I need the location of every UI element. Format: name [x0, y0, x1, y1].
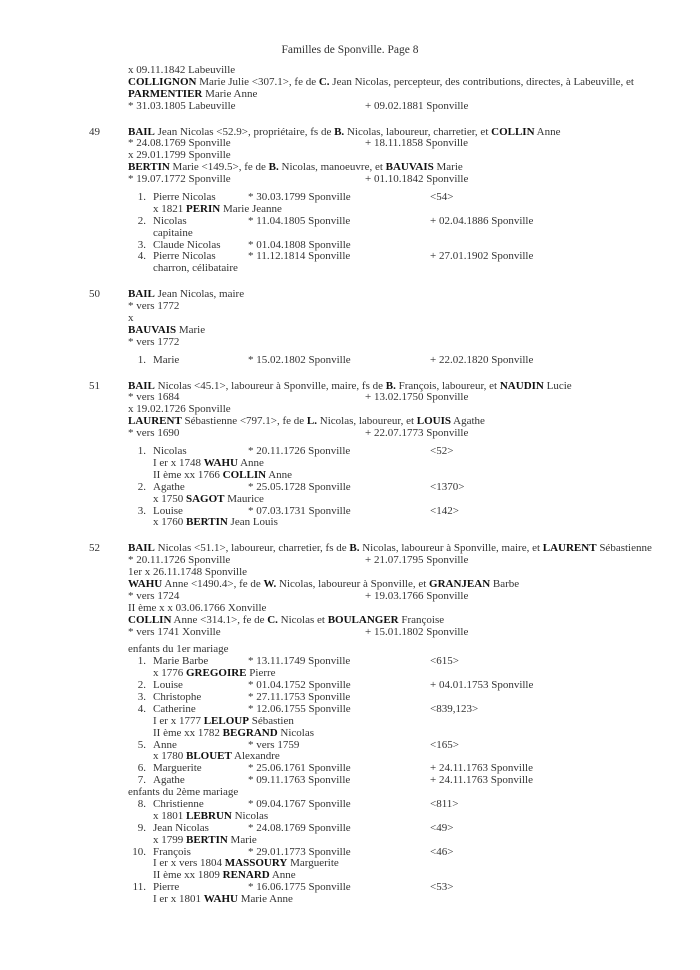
birth-date: * vers 1772 — [128, 335, 180, 348]
child-number: 8. — [137, 797, 146, 810]
surname: LOUIS — [416, 415, 452, 428]
child-reference: <52> — [430, 445, 454, 458]
entry-line — [0, 591, 700, 603]
entry-text — [128, 615, 444, 627]
child-birth: * 01.04.1808 Sponville — [248, 238, 351, 251]
child-row — [0, 763, 700, 775]
text: x 1776 — [153, 667, 186, 680]
text: Sébastienne <797.1>, fe de — [181, 415, 307, 428]
child-row — [0, 847, 700, 859]
child-row — [0, 240, 700, 252]
child-birth: * 16.06.1775 Sponville — [248, 881, 351, 894]
surname: WAHU — [203, 456, 238, 469]
entry-line — [0, 858, 700, 870]
entry-line — [0, 579, 700, 591]
text: Marie — [176, 323, 206, 336]
child-reference: + 24.11.1763 Sponville — [430, 774, 533, 787]
entry-line — [0, 543, 700, 555]
child-reference: <46> — [430, 845, 454, 858]
birth-date: * 20.11.1726 Sponville — [128, 554, 231, 567]
surname: PERIN — [186, 202, 221, 215]
text: Nicolas, laboureur à Sponville, et — [276, 577, 430, 590]
child-number: 7. — [137, 774, 146, 787]
child-reference: <165> — [430, 738, 459, 751]
birth-date: * vers 1684 — [128, 391, 180, 404]
entry-line — [0, 458, 700, 470]
child-row — [0, 482, 700, 494]
child-row — [0, 355, 700, 367]
text: enfants du 1er mariage — [128, 643, 229, 656]
entry-line — [0, 263, 700, 275]
child-number: 1. — [137, 353, 146, 366]
surname: BLOUET — [186, 750, 232, 763]
text: Anne — [266, 468, 293, 481]
text: x 29.01.1799 Sponville — [128, 149, 231, 162]
child-name: Jean Nicolas — [153, 821, 209, 834]
entry-line — [0, 313, 700, 325]
birth-date: * 19.07.1772 Sponville — [128, 173, 231, 186]
entry-line — [0, 392, 700, 404]
death-date: + 15.01.1802 Sponville — [365, 625, 469, 638]
entry-line — [0, 337, 700, 349]
child-reference: <839,123> — [430, 702, 479, 715]
child-birth: * 09.04.1767 Sponville — [248, 797, 351, 810]
surname: COLLIN — [128, 613, 172, 626]
entry-line — [0, 325, 700, 337]
text: enfants du 2ème mariage — [128, 786, 239, 799]
text: Nicolas — [277, 726, 315, 739]
child-name: François — [153, 845, 191, 858]
surname: BAIL — [128, 542, 155, 555]
entry-line — [0, 728, 700, 740]
child-name: Christophe — [153, 690, 202, 703]
child-reference: <811> — [430, 797, 459, 810]
child-name: Marie Barbe — [153, 655, 209, 668]
text: Marie Anne — [202, 87, 258, 100]
text: Barbe — [490, 577, 520, 590]
entry-line — [0, 101, 700, 113]
death-date: + 13.02.1750 Sponville — [365, 391, 469, 404]
child-row — [0, 216, 700, 228]
surname: WAHU — [203, 893, 238, 906]
child-birth: * 24.08.1769 Sponville — [248, 821, 351, 834]
surname: L. — [306, 415, 318, 428]
death-date: + 19.03.1766 Sponville — [365, 589, 469, 602]
text: Marie — [227, 833, 257, 846]
child-name: Pierre Nicolas — [153, 191, 216, 204]
entry-line — [0, 127, 700, 139]
family-entry — [0, 65, 700, 113]
child-name: Anne — [153, 738, 177, 751]
text: Anne — [269, 869, 296, 882]
birth-date: * 31.03.1805 Labeuville — [128, 99, 236, 112]
text: x 1821 — [153, 202, 186, 215]
surname: COLLIGNON — [128, 75, 197, 88]
surname: BAUVAIS — [385, 161, 434, 174]
child-birth: * 07.03.1731 Sponville — [248, 504, 351, 517]
child-birth: * vers 1759 — [248, 738, 300, 751]
child-number: 2. — [137, 214, 146, 227]
text: Jean Nicolas, percepteur, des contributions, directes, à Labeuville, et — [329, 75, 634, 88]
text: Nicolas, manoeuvre, et — [278, 161, 386, 174]
text: Françoise — [398, 613, 445, 626]
surname: COLLIN — [222, 468, 267, 481]
surname: B. — [268, 161, 279, 174]
child-row — [0, 192, 700, 204]
text: Nicolas, laboureur, charretier, et — [344, 125, 492, 138]
child-reference: <49> — [430, 821, 454, 834]
text: Jean Louis — [227, 516, 278, 529]
child-name: Pierre Nicolas — [153, 250, 216, 263]
entry-line — [0, 138, 700, 150]
family-entry — [0, 289, 700, 366]
child-detail — [153, 517, 278, 529]
text: Anne <314.1>, fe de — [171, 613, 268, 626]
child-row — [0, 446, 700, 458]
child-number: 3. — [137, 238, 146, 251]
surname: BAUVAIS — [128, 323, 177, 336]
text: Nicolas, laboureur à Sponville, maire, et — [359, 542, 543, 555]
child-name: Louise — [153, 504, 183, 517]
entry-line — [0, 301, 700, 313]
family-entries — [0, 65, 700, 906]
text: charron, célibataire — [153, 262, 238, 275]
text: I er x 1748 — [153, 456, 204, 469]
entry-number: 49 — [89, 125, 100, 138]
child-birth: * 29.01.1773 Sponville — [248, 845, 351, 858]
surname: LEBRUN — [186, 809, 232, 822]
entry-line — [0, 627, 700, 639]
child-row — [0, 799, 700, 811]
child-reference: + 02.04.1886 Sponville — [430, 214, 534, 227]
text: x 1760 — [153, 516, 186, 529]
child-birth: * 01.04.1752 Sponville — [248, 679, 351, 692]
text: Jean Nicolas <52.9>, propriétaire, fs de — [154, 125, 335, 138]
entry-number: 52 — [89, 542, 100, 555]
text: x 1799 — [153, 833, 186, 846]
text: Marie Julie <307.1>, fe de — [196, 75, 319, 88]
surname: B. — [385, 379, 396, 392]
child-reference: + 27.01.1902 Sponville — [430, 250, 534, 263]
family-entry — [0, 543, 700, 906]
text: x 1801 — [153, 809, 186, 822]
text: Nicolas et — [277, 613, 328, 626]
text: x 1750 — [153, 492, 186, 505]
child-birth: * 12.06.1755 Sponville — [248, 702, 351, 715]
text: x 09.11.1842 Labeuville — [128, 64, 236, 76]
surname: LELOUP — [203, 714, 249, 727]
death-date: + 01.10.1842 Sponville — [365, 173, 469, 186]
surname: COLLIN — [491, 125, 535, 138]
child-name: Louise — [153, 679, 183, 692]
entry-number: 51 — [89, 379, 100, 392]
child-row — [0, 882, 700, 894]
text: François, laboureur, et — [395, 379, 500, 392]
entry-number: 50 — [89, 288, 100, 301]
child-name: Marie — [153, 353, 180, 366]
text: 1er x 26.11.1748 Sponville — [128, 566, 248, 579]
child-number: 4. — [137, 250, 146, 263]
text: I er x vers 1804 — [153, 857, 225, 870]
child-number: 1. — [137, 655, 146, 668]
surname: NAUDIN — [499, 379, 544, 392]
entry-line — [0, 470, 700, 482]
text: Jean Nicolas, maire — [154, 288, 245, 301]
text: I er x 1801 — [153, 893, 204, 906]
child-birth: * 25.06.1761 Sponville — [248, 762, 351, 775]
entry-line — [0, 894, 700, 906]
surname: GRANJEAN — [429, 577, 491, 590]
surname: LAURENT — [128, 415, 182, 428]
text: Nicolas, laboureur, et — [317, 415, 417, 428]
child-name: Christienne — [153, 797, 204, 810]
child-birth: * 20.11.1726 Sponville — [248, 445, 351, 458]
child-detail — [153, 228, 193, 240]
child-reference: + 24.11.1763 Sponville — [430, 762, 533, 775]
entry-line — [0, 494, 700, 506]
text: Nicolas — [231, 809, 269, 822]
death-date: + 18.11.1858 Sponville — [365, 137, 468, 150]
text: x 1780 — [153, 750, 186, 763]
entry-text — [128, 89, 257, 101]
child-detail — [153, 263, 238, 275]
child-name: Nicolas — [153, 214, 187, 227]
entry-line — [0, 716, 700, 728]
entry-line — [0, 555, 700, 567]
child-number: 1. — [137, 445, 146, 458]
child-name: Claude Nicolas — [153, 238, 221, 251]
text: Alexandre — [231, 750, 280, 763]
death-date: + 22.07.1773 Sponville — [365, 427, 469, 440]
child-detail — [153, 470, 292, 482]
child-row — [0, 680, 700, 692]
child-row — [0, 823, 700, 835]
death-date: + 21.07.1795 Sponville — [365, 554, 469, 567]
page-title: Familles de Sponville. Page 8 — [281, 44, 419, 56]
child-detail — [153, 811, 268, 823]
text: Marie — [433, 161, 463, 174]
child-row — [0, 656, 700, 668]
text: I er x 1777 — [153, 714, 204, 727]
child-reference: <1370> — [430, 480, 465, 493]
text: Nicolas <45.1>, laboureur à Sponville, maire, fs de — [154, 379, 386, 392]
child-birth: * 25.05.1728 Sponville — [248, 480, 351, 493]
child-name: Agathe — [153, 774, 185, 787]
text: II ème xx 1782 — [153, 726, 223, 739]
child-row — [0, 506, 700, 518]
text: Marie Anne — [237, 893, 293, 906]
entry-line — [0, 428, 700, 440]
text: II ème x x 03.06.1766 Xonville — [128, 601, 267, 614]
entry-line — [0, 228, 700, 240]
child-reference: + 04.01.1753 Sponville — [430, 679, 534, 692]
text: Agathe — [451, 415, 485, 428]
birth-date: * vers 1772 — [128, 300, 180, 313]
birth-date: * vers 1690 — [128, 427, 180, 440]
child-reference: <615> — [430, 655, 459, 668]
child-number: 5. — [137, 738, 146, 751]
child-row — [0, 704, 700, 716]
entry-line — [0, 835, 700, 847]
child-reference: + 22.02.1820 Sponville — [430, 353, 534, 366]
entry-line — [0, 204, 700, 216]
child-birth: * 13.11.1749 Sponville — [248, 655, 351, 668]
child-detail — [153, 894, 293, 906]
surname: RENARD — [222, 869, 270, 882]
child-name: Marguerite — [153, 762, 202, 775]
child-number: 3. — [137, 504, 146, 517]
text: Sébastienne — [596, 542, 652, 555]
surname: B. — [334, 125, 345, 138]
entry-line — [0, 77, 700, 89]
surname: BAIL — [128, 288, 155, 301]
text: Anne — [237, 456, 264, 469]
surname: SAGOT — [186, 492, 225, 505]
entry-line — [0, 615, 700, 627]
text: Anne <1490.4>, fe de — [162, 577, 264, 590]
text: x 19.02.1726 Sponville — [128, 403, 231, 416]
child-row — [0, 775, 700, 787]
entry-line — [0, 89, 700, 101]
surname: BEGRAND — [222, 726, 278, 739]
child-birth: * 11.12.1814 Sponville — [248, 250, 351, 263]
entry-text — [128, 381, 572, 393]
child-reference: <54> — [430, 191, 454, 204]
birth-date: * 24.08.1769 Sponville — [128, 137, 231, 150]
surname: W. — [263, 577, 277, 590]
entry-line — [0, 517, 700, 529]
child-number: 2. — [137, 679, 146, 692]
entry-line — [0, 416, 700, 428]
child-reference: <53> — [430, 881, 454, 894]
child-number: 3. — [137, 690, 146, 703]
child-name: Nicolas — [153, 445, 187, 458]
entry-line — [0, 381, 700, 393]
surname: MASSOURY — [224, 857, 288, 870]
text: Nicolas <51.1>, laboureur, charretier, fs de — [154, 542, 350, 555]
child-detail — [153, 728, 314, 740]
child-number: 1. — [137, 191, 146, 204]
child-name: Agathe — [153, 480, 185, 493]
surname: LAURENT — [542, 542, 597, 555]
text: II ème xx 1766 — [153, 468, 223, 481]
text: Anne — [534, 125, 561, 138]
death-date: + 09.02.1881 Sponville — [365, 99, 469, 112]
child-name: Catherine — [153, 702, 196, 715]
child-birth: * 09.11.1763 Sponville — [248, 774, 351, 787]
entry-line — [0, 174, 700, 186]
text: Pierre — [246, 667, 276, 680]
surname: WAHU — [128, 577, 163, 590]
child-number: 9. — [137, 821, 146, 834]
text: Marguerite — [287, 857, 339, 870]
birth-date: * vers 1741 Xonville — [128, 625, 221, 638]
text: capitaine — [153, 226, 193, 239]
text: x — [128, 312, 134, 325]
text: II ème xx 1809 — [153, 869, 223, 882]
child-birth: * 30.03.1799 Sponville — [248, 191, 351, 204]
surname: BAIL — [128, 125, 155, 138]
family-entry — [0, 381, 700, 530]
child-number: 2. — [137, 480, 146, 493]
surname: C. — [267, 613, 278, 626]
family-entry — [0, 127, 700, 276]
surname: BOULANGER — [327, 613, 399, 626]
child-number: 6. — [137, 762, 146, 775]
surname: PARMENTIER — [128, 87, 203, 100]
entry-line — [0, 289, 700, 301]
child-birth: * 27.11.1753 Sponville — [248, 690, 351, 703]
entry-line — [0, 644, 700, 656]
surname: GREGOIRE — [186, 667, 247, 680]
child-detail — [153, 835, 257, 847]
child-reference: <142> — [430, 504, 459, 517]
surname: BAIL — [128, 379, 155, 392]
text: Sébastien — [248, 714, 294, 727]
text: Marie <149.5>, fe de — [169, 161, 269, 174]
text: Marie Jeanne — [220, 202, 282, 215]
surname: BERTIN — [128, 161, 170, 174]
surname: BERTIN — [186, 833, 228, 846]
surname: B. — [349, 542, 360, 555]
birth-date: * vers 1724 — [128, 589, 180, 602]
surname: C. — [318, 75, 330, 88]
child-row — [0, 740, 700, 752]
text: Maurice — [224, 492, 264, 505]
surname: BERTIN — [186, 516, 228, 529]
child-birth: * 11.04.1805 Sponville — [248, 214, 351, 227]
child-number: 10. — [132, 845, 146, 858]
child-number: 11. — [132, 881, 146, 894]
text: Lucie — [543, 379, 572, 392]
child-name: Pierre — [153, 881, 180, 894]
child-number: 4. — [137, 702, 146, 715]
child-row — [0, 251, 700, 263]
entry-line — [0, 162, 700, 174]
entry-line — [0, 811, 700, 823]
child-birth: * 15.02.1802 Sponville — [248, 353, 351, 366]
child-detail — [153, 494, 264, 506]
